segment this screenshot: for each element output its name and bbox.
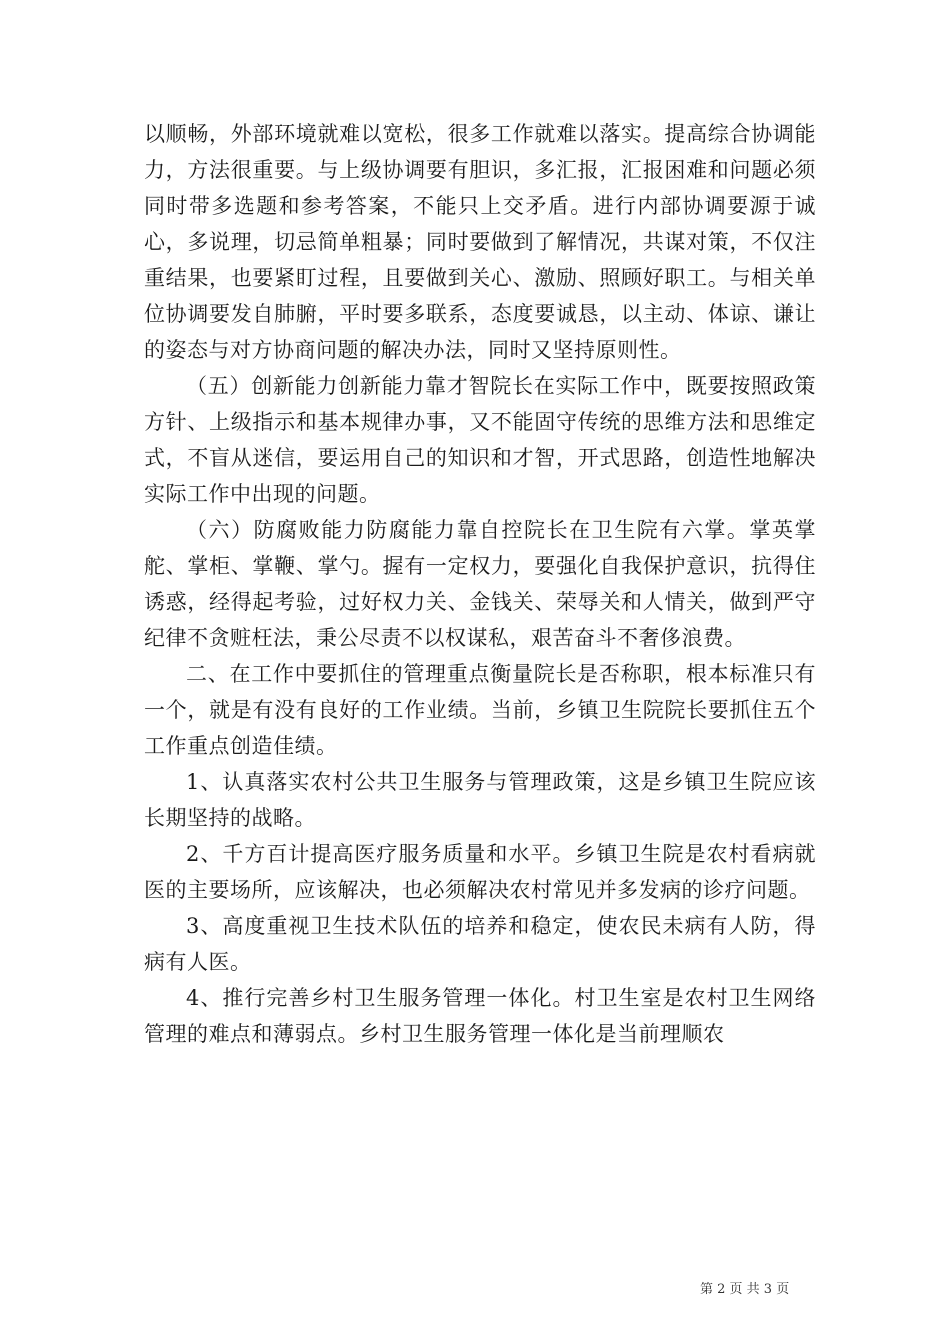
paragraph-innovation-ability: （五）创新能力创新能力靠才智院长在实际工作中，既要按照政策方针、上级指示和基本规律办事，又不能固守传统的思维方法和思维定式，不盲从迷信，要运用自己的知识和才智，开式思路，创造性地解决实际工作中出现的问题。	[144, 374, 816, 506]
paragraph-management-focus: 二、在工作中要抓住的管理重点衡量院长是否称职，根本标准只有一个，就是有没有良好的工作业绩。当前，乡镇卫生院院长要抓住五个工作重点创造佳绩。	[144, 662, 816, 758]
paragraph-item-2: 2、千方百计提高医疗服务质量和水平。乡镇卫生院是农村看病就医的主要场所，应该解决，也必须解决农村常见并多发病的诊疗问题。	[144, 842, 816, 902]
paragraph-item-1: 1、认真落实农村公共卫生服务与管理政策，这是乡镇卫生院应该长期坚持的战略。	[144, 770, 816, 830]
page-number-footer	[700, 1278, 789, 1297]
paragraph-anti-corruption-ability: （六）防腐败能力防腐能力靠自控院长在卫生院有六掌。掌英掌舵、掌柜、掌鞭、掌勺。握有一定权力，要强化自我保护意识，抗得住诱惑，经得起考验，过好权力关、金钱关、荣辱关和人情关，做到严守纪律不贪赃枉法，秉公尽责不以权谋私，艰苦奋斗不奢侈浪费。	[144, 518, 816, 650]
paragraph-coordination-continued: 以顺畅，外部环境就难以宽松，很多工作就难以落实。提高综合协调能力，方法很重要。与上级协调要有胆识，多汇报，汇报困难和问题必须同时带多选题和参考答案，不能只上交矛盾。进行内部协调要源于诚心，多说理，切忌简单粗暴；同时要做到了解情况，共谋对策，不仅注重结果，也要紧盯过程，且要做到关心、激励、照顾好职工。与相关单位协调要发自肺腑，平时要多联系，态度要诚恳，以主动、体谅、谦让的姿态与对方协商问题的解决办法，同时又坚持原则性。	[144, 122, 816, 362]
paragraph-item-4: 4、推行完善乡村卫生服务管理一体化。村卫生室是农村卫生网络管理的难点和薄弱点。乡村卫生服务管理一体化是当前理顺农	[144, 986, 816, 1046]
document-body	[144, 116, 816, 1052]
page-number-label: 第 2 页 共 3 页	[700, 1282, 790, 1297]
paragraph-item-3: 3、高度重视卫生技术队伍的培养和稳定，使农民未病有人防，得病有人医。	[144, 914, 816, 974]
